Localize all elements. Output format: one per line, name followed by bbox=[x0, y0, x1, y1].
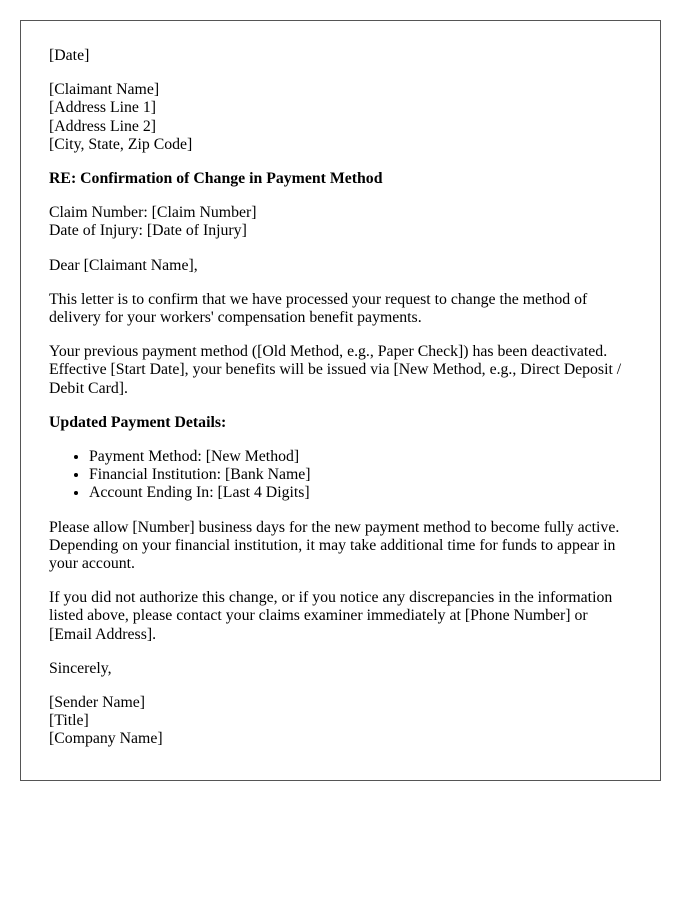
letter-date: [Date] bbox=[49, 47, 90, 64]
recipient-address-line-2: [Address Line 2] bbox=[49, 117, 157, 135]
recipient-address bbox=[49, 81, 632, 154]
body-paragraph-2: Your previous payment method ([Old Method, e.g., Paper Check]) has been deactivated. Effective [Start Date], your benefits will be issued via [New Method, e.g., Direct Deposit / Debit Card]. bbox=[49, 343, 622, 397]
list-item: • Payment Method: [New Method] bbox=[89, 448, 632, 466]
payment-details-list bbox=[49, 448, 632, 503]
closing: Sincerely, bbox=[49, 659, 112, 677]
sender-title: [Title] bbox=[49, 712, 89, 730]
body-paragraph-3: Please allow [Number] business days for the new payment method to become fully active. Depending on your financial institution, it may take additional time for funds to appear in your account. bbox=[49, 518, 620, 573]
details-heading: Updated Payment Details: bbox=[49, 413, 227, 431]
recipient-address-line-1: [Address Line 1] bbox=[49, 99, 157, 117]
claim-info bbox=[49, 204, 632, 240]
body-paragraph-4: If you did not authorize this change, or if you notice any discrepancies in the information listed above, please contact your claims examiner immediately at [Phone Number] or [Email Address]. bbox=[49, 589, 613, 643]
date-of-injury: Date of Injury: [Date of Injury] bbox=[49, 222, 247, 240]
claim-number: Claim Number: [Claim Number] bbox=[49, 204, 257, 222]
body-paragraph-1: This letter is to confirm that we have processed your request to change the method of delivery for your workers' compensation benefit payments. bbox=[49, 290, 588, 327]
recipient-name: [Claimant Name] bbox=[49, 81, 160, 99]
sender-name: [Sender Name] bbox=[49, 694, 146, 712]
sender-company: [Company Name] bbox=[49, 730, 163, 748]
salutation: Dear [Claimant Name], bbox=[49, 256, 198, 274]
signature-block bbox=[49, 694, 632, 749]
subject-line bbox=[49, 170, 632, 188]
recipient-city-state-zip: [City, State, Zip Code] bbox=[49, 135, 193, 153]
letter-page bbox=[20, 20, 661, 781]
details-heading-block bbox=[49, 414, 632, 432]
subject-text: RE: Confirmation of Change in Payment Method bbox=[49, 170, 383, 188]
list-item: • Financial Institution: [Bank Name] bbox=[89, 466, 632, 484]
list-item: • Account Ending In: [Last 4 Digits] bbox=[89, 484, 632, 502]
